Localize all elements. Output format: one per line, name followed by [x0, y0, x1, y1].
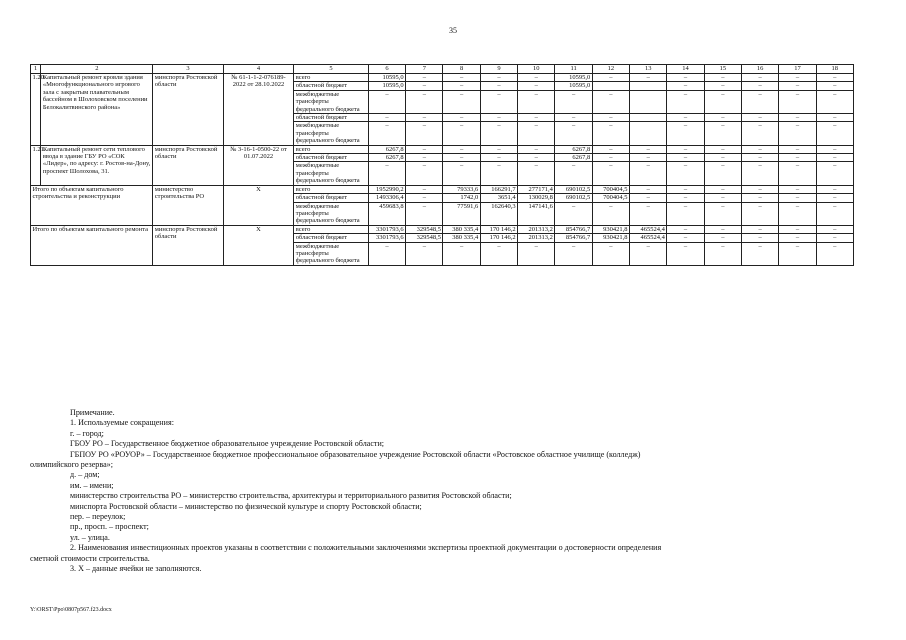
amount-cell: –	[816, 234, 853, 242]
amount-cell: –	[630, 154, 667, 162]
amount-cell: 930421,8	[592, 234, 629, 242]
amount-cell: 130029,8	[518, 194, 555, 202]
funding-source: всего	[294, 225, 369, 233]
amount-cell: –	[816, 202, 853, 225]
amount-cell: –	[443, 242, 480, 265]
amount-cell: –	[443, 74, 480, 82]
table-row	[31, 74, 854, 82]
amount-cell: –	[630, 145, 667, 153]
column-number-1: 1	[31, 65, 41, 74]
amount-cell: –	[518, 154, 555, 162]
notes-title: Примечание.	[70, 408, 115, 417]
amount-cell: 170 146,2	[480, 225, 517, 233]
expertise-document: Х	[223, 185, 293, 225]
responsible-executor: министерство строительства РО	[153, 185, 223, 225]
amount-cell: –	[667, 145, 704, 153]
expertise-document: № 3-16-1-0500-22 от 01.07.2022	[223, 145, 293, 185]
budget-table	[30, 64, 854, 266]
amount-cell: –	[779, 234, 816, 242]
amount-cell: 329548,5	[406, 225, 443, 233]
abbreviation-per: пер. – переулок;	[70, 512, 126, 522]
notes-item-2: 2. Наименования инвестиционных проектов указаны в соответствии с положительными заключениями экспертизы проектной документации о достоверности определения	[70, 543, 662, 553]
column-number-8: 8	[443, 65, 480, 74]
expertise-document: Х	[223, 225, 293, 265]
amount-cell: –	[368, 90, 405, 113]
amount-cell: 380 335,4	[443, 225, 480, 233]
amount-cell: –	[592, 154, 629, 162]
amount-cell: –	[443, 122, 480, 145]
amount-cell: 10595,0	[555, 74, 592, 82]
amount-cell: –	[480, 114, 517, 122]
amount-cell: –	[816, 194, 853, 202]
amount-cell: –	[779, 122, 816, 145]
abbreviation-minstroy: министерство строительства РО – министерство строительства, архитектуры и территориального развития Ростовской области;	[70, 491, 512, 501]
amount-cell	[592, 82, 629, 90]
amount-cell: 6267,8	[368, 154, 405, 162]
amount-cell: –	[480, 122, 517, 145]
amount-cell: –	[406, 154, 443, 162]
amount-cell: –	[704, 202, 741, 225]
amount-cell: 1493306,4	[368, 194, 405, 202]
amount-cell: –	[667, 234, 704, 242]
amount-cell: –	[741, 90, 778, 113]
amount-cell: –	[667, 154, 704, 162]
budget-table-body	[31, 65, 854, 266]
funding-source: межбюджетные трансферты федерального бюджета	[294, 242, 369, 265]
amount-cell: 329548,5	[406, 234, 443, 242]
amount-cell: –	[816, 154, 853, 162]
amount-cell: –	[667, 202, 704, 225]
amount-cell: –	[741, 202, 778, 225]
amount-cell: –	[779, 242, 816, 265]
amount-cell: 77591,6	[443, 202, 480, 225]
funding-source: всего	[294, 74, 369, 82]
amount-cell: –	[779, 225, 816, 233]
amount-cell: 459683,8	[368, 202, 405, 225]
abbreviation-ul: ул. – улица.	[70, 532, 110, 542]
amount-cell: –	[443, 90, 480, 113]
column-number-7: 7	[406, 65, 443, 74]
amount-cell: –	[406, 185, 443, 193]
amount-cell: 162640,3	[480, 202, 517, 225]
amount-cell: –	[667, 185, 704, 193]
amount-cell: –	[704, 82, 741, 90]
amount-cell: 465524,4	[630, 234, 667, 242]
amount-cell: –	[704, 162, 741, 185]
amount-cell: –	[630, 202, 667, 225]
amount-cell: –	[667, 114, 704, 122]
amount-cell: –	[816, 74, 853, 82]
amount-cell: –	[480, 90, 517, 113]
amount-cell: –	[816, 225, 853, 233]
column-number-14: 14	[667, 65, 704, 74]
funding-source: областной бюджет	[294, 194, 369, 202]
amount-cell: 854766,7	[555, 225, 592, 233]
amount-cell: 3301793,6	[368, 225, 405, 233]
amount-cell: 79333,6	[443, 185, 480, 193]
amount-cell: –	[518, 122, 555, 145]
row-number: 1.21.	[31, 145, 41, 185]
table-row	[31, 225, 854, 233]
funding-source: межбюджетные трансферты федерального бюджета	[294, 162, 369, 185]
amount-cell: –	[816, 90, 853, 113]
amount-cell: –	[406, 114, 443, 122]
amount-cell: 930421,8	[592, 225, 629, 233]
amount-cell: 201313,2	[518, 225, 555, 233]
amount-cell: –	[816, 162, 853, 185]
amount-cell: 3301793,6	[368, 234, 405, 242]
amount-cell: –	[667, 194, 704, 202]
amount-cell: –	[704, 90, 741, 113]
amount-cell: –	[630, 162, 667, 185]
amount-cell: 6267,8	[555, 145, 592, 153]
amount-cell: –	[480, 74, 517, 82]
funding-source: областной бюджет	[294, 154, 369, 162]
amount-cell: –	[667, 90, 704, 113]
amount-cell: 10595,0	[368, 74, 405, 82]
amount-cell: –	[480, 145, 517, 153]
notes-item-1-title: 1. Используемые сокращения:	[70, 418, 174, 428]
abbreviation-d: д. – дом;	[70, 470, 100, 480]
amount-cell: –	[592, 242, 629, 265]
amount-cell: –	[406, 82, 443, 90]
amount-cell: –	[443, 162, 480, 185]
responsible-executor: минспорта Ростовской области	[153, 225, 223, 265]
amount-cell: –	[630, 74, 667, 82]
amount-cell: –	[443, 82, 480, 90]
amount-cell: –	[741, 114, 778, 122]
column-number-4: 4	[223, 65, 293, 74]
amount-cell: –	[555, 122, 592, 145]
amount-cell	[630, 82, 667, 90]
notes-item-2-continuation: сметной стоимости строительства.	[30, 553, 150, 563]
amount-cell: –	[368, 162, 405, 185]
footer-file-path: Y:\ORST\Ppo\0807p567.f23.docx	[30, 607, 112, 613]
amount-cell: –	[555, 242, 592, 265]
amount-cell: –	[667, 242, 704, 265]
amount-cell: –	[406, 145, 443, 153]
amount-cell: –	[592, 202, 629, 225]
amount-cell: –	[704, 122, 741, 145]
amount-cell: –	[368, 122, 405, 145]
amount-cell: –	[406, 194, 443, 202]
amount-cell: –	[779, 114, 816, 122]
amount-cell: –	[480, 154, 517, 162]
amount-cell: –	[406, 242, 443, 265]
amount-cell: –	[667, 225, 704, 233]
amount-cell: 6267,8	[555, 154, 592, 162]
amount-cell: –	[704, 194, 741, 202]
column-number-11: 11	[555, 65, 592, 74]
column-number-6: 6	[368, 65, 405, 74]
amount-cell: –	[779, 145, 816, 153]
amount-cell: –	[816, 122, 853, 145]
column-number-17: 17	[779, 65, 816, 74]
amount-cell: –	[704, 185, 741, 193]
amount-cell	[630, 90, 667, 113]
column-number-15: 15	[704, 65, 741, 74]
amount-cell: –	[592, 145, 629, 153]
amount-cell: –	[555, 202, 592, 225]
amount-cell: –	[592, 122, 629, 145]
amount-cell: –	[741, 194, 778, 202]
amount-cell: –	[779, 194, 816, 202]
amount-cell: 166291,7	[480, 185, 517, 193]
amount-cell: –	[667, 122, 704, 145]
amount-cell: –	[704, 145, 741, 153]
amount-cell: –	[741, 122, 778, 145]
amount-cell: –	[816, 242, 853, 265]
amount-cell: –	[704, 74, 741, 82]
amount-cell: –	[667, 82, 704, 90]
amount-cell: –	[704, 114, 741, 122]
amount-cell: –	[779, 82, 816, 90]
abbreviation-gbpou-continuation: олимпийского резерва»;	[30, 460, 113, 470]
amount-cell: –	[368, 242, 405, 265]
amount-cell: –	[406, 122, 443, 145]
row-number: 1.20.	[31, 74, 41, 146]
column-number-9: 9	[480, 65, 517, 74]
object-name: Капитальный ремонт кровли здания «Многофункционального игрового зала с закрытым плавательным бассейном в Шолоховском поселении Белокалитвинского района»	[41, 74, 153, 146]
amount-cell: –	[667, 162, 704, 185]
column-number-18: 18	[816, 65, 853, 74]
column-number-13: 13	[630, 65, 667, 74]
amount-cell: –	[555, 162, 592, 185]
funding-source: областной бюджет	[294, 234, 369, 242]
funding-source: межбюджетные трансферты федерального бюджета	[294, 90, 369, 113]
amount-cell: –	[630, 194, 667, 202]
column-numbers-row	[31, 65, 854, 74]
column-number-3: 3	[153, 65, 223, 74]
amount-cell: –	[704, 234, 741, 242]
amount-cell: 10595,0	[368, 82, 405, 90]
amount-cell: –	[779, 74, 816, 82]
funding-source: всего	[294, 185, 369, 193]
amount-cell: –	[741, 162, 778, 185]
amount-cell: –	[406, 162, 443, 185]
amount-cell: –	[741, 185, 778, 193]
amount-cell: –	[443, 154, 480, 162]
amount-cell: –	[592, 74, 629, 82]
amount-cell: –	[555, 90, 592, 113]
amount-cell: –	[741, 74, 778, 82]
amount-cell: –	[704, 242, 741, 265]
funding-source: всего	[294, 145, 369, 153]
amount-cell: –	[406, 74, 443, 82]
amount-cell: –	[518, 114, 555, 122]
object-name: Итого по объектам капитального ремонта	[31, 225, 153, 265]
amount-cell: 201313,2	[518, 234, 555, 242]
amount-cell: –	[518, 162, 555, 185]
amount-cell: 1952990,2	[368, 185, 405, 193]
amount-cell	[630, 114, 667, 122]
expertise-document: № 61-1-1-2-076189-2022 от 28.10.2022	[223, 74, 293, 146]
amount-cell: –	[368, 114, 405, 122]
amount-cell: –	[406, 202, 443, 225]
amount-cell: –	[741, 225, 778, 233]
amount-cell: 465524,4	[630, 225, 667, 233]
notes-section	[30, 408, 856, 575]
amount-cell: –	[630, 242, 667, 265]
amount-cell: –	[592, 114, 629, 122]
abbreviation-gbpou: ГБПОУ РО «РОУОР» – Государственное бюджетное профессиональное образовательное учреждение Ростовской области «Ростовское областное училище (колледж)	[70, 449, 641, 459]
funding-source: межбюджетные трансферты федерального бюджета	[294, 202, 369, 225]
amount-cell: –	[704, 154, 741, 162]
abbreviation-pr: пр., просп. – проспект;	[70, 522, 149, 532]
amount-cell: –	[518, 242, 555, 265]
amount-cell: 690102,5	[555, 185, 592, 193]
column-number-16: 16	[741, 65, 778, 74]
amount-cell: –	[779, 90, 816, 113]
page-number: 35	[449, 26, 457, 35]
funding-source: областной бюджет	[294, 82, 369, 90]
amount-cell: –	[630, 185, 667, 193]
amount-cell: 700404,5	[592, 185, 629, 193]
amount-cell: 690102,5	[555, 194, 592, 202]
amount-cell: 10595,0	[555, 82, 592, 90]
responsible-executor: минспорта Ростовской области	[153, 145, 223, 185]
amount-cell: –	[667, 74, 704, 82]
amount-cell: –	[741, 154, 778, 162]
table-row	[31, 145, 854, 153]
abbreviation-gbou: ГБОУ РО – Государственное бюджетное образовательное учреждение Ростовской области;	[70, 439, 385, 449]
amount-cell: –	[518, 74, 555, 82]
amount-cell: –	[779, 185, 816, 193]
amount-cell: –	[741, 145, 778, 153]
abbreviation-minsport: минспорта Ростовской области – министерство по физической культуре и спорту Ростовской области;	[70, 501, 422, 511]
amount-cell: –	[406, 90, 443, 113]
amount-cell: –	[443, 145, 480, 153]
amount-cell: –	[518, 82, 555, 90]
amount-cell: –	[443, 114, 480, 122]
amount-cell: –	[592, 90, 629, 113]
amount-cell: 700404,5	[592, 194, 629, 202]
amount-cell: –	[816, 145, 853, 153]
funding-source: межбюджетные трансферты федерального бюджета	[294, 122, 369, 145]
amount-cell: 380 335,4	[443, 234, 480, 242]
amount-cell: –	[816, 82, 853, 90]
amount-cell: –	[741, 242, 778, 265]
funding-source: областной бюджет	[294, 114, 369, 122]
amount-cell: 1742,0	[443, 194, 480, 202]
abbreviation-g: г. – город;	[70, 428, 104, 438]
notes-item-3: 3. Х – данные ячейки не заполняются.	[70, 564, 202, 574]
responsible-executor: минспорта Ростовской области	[153, 74, 223, 146]
abbreviation-im: им. – имени;	[70, 480, 114, 490]
amount-cell: 3651,4	[480, 194, 517, 202]
amount-cell: –	[779, 202, 816, 225]
amount-cell: –	[779, 154, 816, 162]
object-name: Капитальный ремонт сети теплового ввода в здание ГБУ РО «СОК «Лидер», по адресу: г. Ростов-на-Дону, проспект Шолохова, 31.	[41, 145, 153, 185]
amount-cell: –	[555, 114, 592, 122]
amount-cell: –	[816, 114, 853, 122]
column-number-5: 5	[294, 65, 369, 74]
amount-cell: –	[480, 82, 517, 90]
column-number-10: 10	[518, 65, 555, 74]
column-number-2: 2	[41, 65, 153, 74]
amount-cell: –	[741, 82, 778, 90]
amount-cell: –	[592, 162, 629, 185]
object-name: Итого по объектам капитального строительства и реконструкции	[31, 185, 153, 225]
amount-cell: –	[480, 242, 517, 265]
amount-cell: –	[816, 185, 853, 193]
amount-cell: 170 146,2	[480, 234, 517, 242]
amount-cell: –	[779, 162, 816, 185]
amount-cell: –	[741, 234, 778, 242]
table-row	[31, 185, 854, 193]
amount-cell: –	[518, 145, 555, 153]
amount-cell: 147141,6	[518, 202, 555, 225]
amount-cell: –	[518, 90, 555, 113]
column-number-12: 12	[592, 65, 629, 74]
amount-cell	[630, 122, 667, 145]
amount-cell: –	[704, 225, 741, 233]
amount-cell: 854766,7	[555, 234, 592, 242]
amount-cell: –	[480, 162, 517, 185]
amount-cell: 277171,4	[518, 185, 555, 193]
amount-cell: 6267,8	[368, 145, 405, 153]
